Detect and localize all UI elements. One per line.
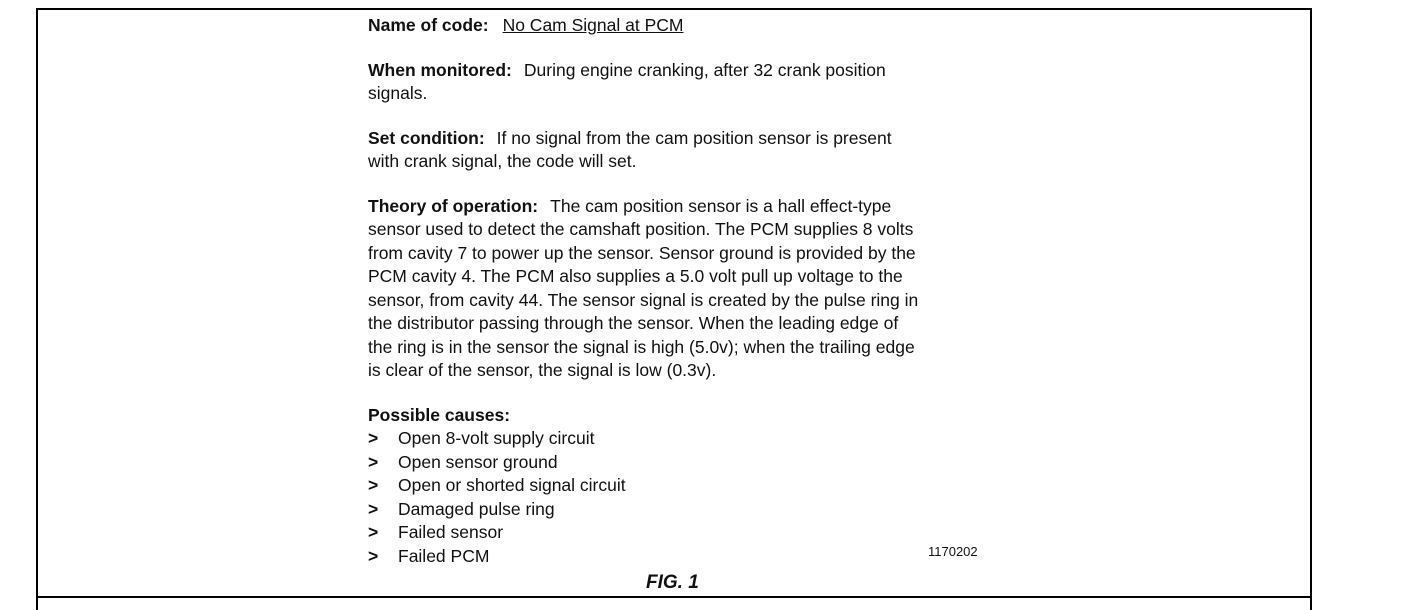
cause-text: Open or shorted signal circuit [398, 475, 626, 495]
cause-text: Failed sensor [398, 522, 504, 542]
theory-text: The cam position sensor is a hall effect-type [550, 195, 892, 216]
theory-section [368, 195, 1008, 383]
theory-line: is clear of the sensor, the signal is low (0.3v). [368, 360, 717, 380]
cause-text: Open 8-volt supply circuit [398, 428, 595, 448]
figure-caption: FIG. 1 [646, 572, 699, 593]
bullet-icon: > [368, 451, 379, 472]
bullet-icon: > [368, 545, 379, 566]
code-name-value: No Cam Signal at PCM [502, 15, 684, 35]
list-item [368, 474, 1008, 498]
set-condition-text: If no signal from the cam position sensor is present [496, 127, 892, 148]
bullet-icon: > [368, 522, 379, 542]
theory-label: Theory of operation: [368, 195, 539, 216]
set-condition-text-cont: with crank signal, the code will set. [368, 151, 637, 171]
set-condition-section [368, 127, 1008, 174]
when-monitored-text-cont: signals. [368, 83, 428, 103]
code-name-section [368, 14, 1008, 38]
theory-line: the distributor passing through the sensor. When the leading edge of [368, 313, 899, 333]
possible-causes-section [368, 404, 1008, 569]
when-monitored-section [368, 59, 1008, 106]
bullet-icon: > [368, 428, 379, 448]
list-item [368, 451, 1008, 475]
cause-text: Open sensor ground [398, 451, 558, 472]
code-name-label: Name of code: [368, 15, 489, 35]
theory-line: from cavity 7 to power up the sensor. Sensor ground is provided by the [368, 242, 916, 263]
when-monitored-label: When monitored: [368, 59, 512, 80]
theory-line: sensor, from cavity 44. The sensor signal is created by the pulse ring in [368, 289, 919, 310]
cause-text: Failed PCM [398, 545, 490, 566]
list-item [368, 427, 1008, 451]
when-monitored-text: During engine cranking, after 32 crank position [523, 59, 886, 80]
bullet-icon: > [368, 498, 379, 519]
theory-line: sensor used to detect the camshaft position. The PCM supplies 8 volts [368, 219, 914, 239]
possible-causes-list [368, 427, 1008, 568]
cause-text: Damaged pulse ring [398, 498, 555, 519]
diagnostic-text-block [368, 14, 1008, 568]
list-item [368, 498, 1008, 522]
list-item [368, 545, 1008, 569]
theory-line: PCM cavity 4. The PCM also supplies a 5.0 volt pull up voltage to the [368, 266, 903, 286]
possible-causes-label: Possible causes: [368, 404, 511, 425]
set-condition-label: Set condition: [368, 127, 485, 148]
bullet-icon: > [368, 475, 379, 495]
theory-line: the ring is in the sensor the signal is high (5.0v); when the trailing edge [368, 336, 915, 357]
list-item [368, 521, 1008, 545]
bottom-frame-rule [36, 598, 1312, 610]
figure-id: 1170202 [928, 544, 978, 559]
